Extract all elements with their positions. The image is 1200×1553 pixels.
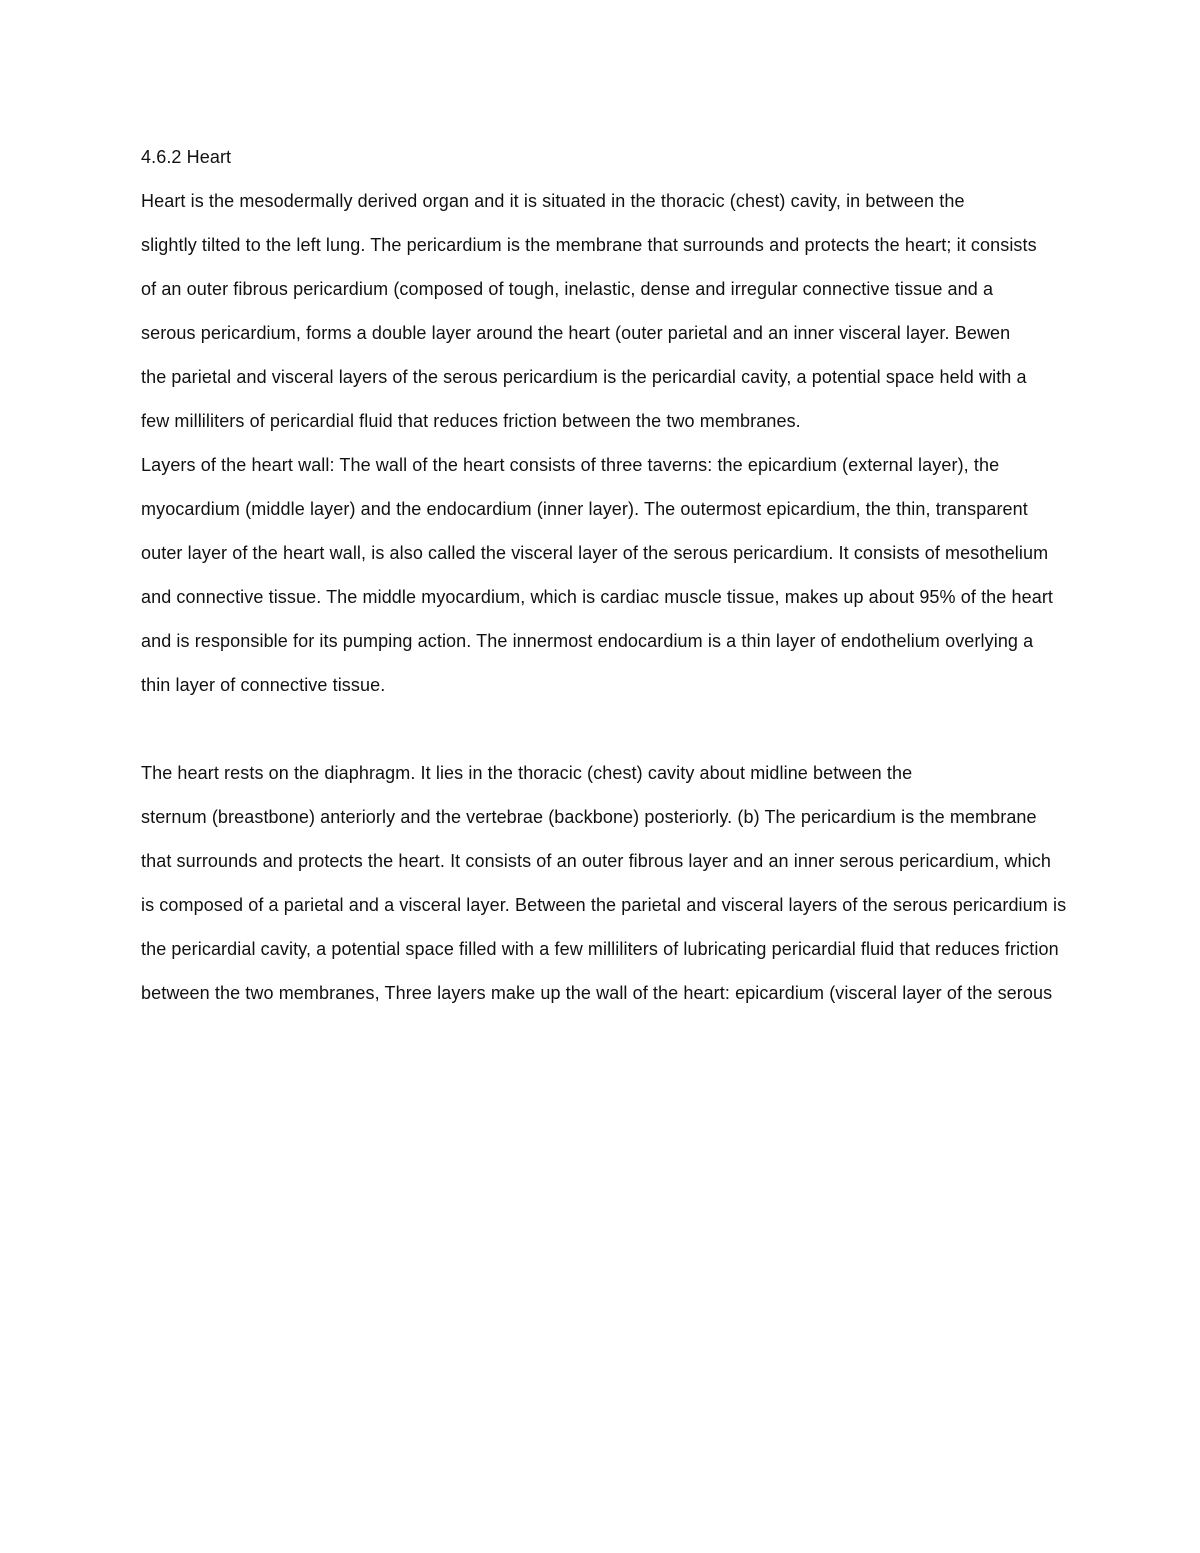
paragraph: outer layer of the heart wall, is also called the visceral layer of the serous pericardium. It consists of mesothelium [141,543,1049,563]
paragraph: Heart is the mesodermally derived organ and it is situated in the thoracic (chest) cavity, in between the [141,191,965,211]
paragraph: sternum (breastbone) anteriorly and the vertebrae (backbone) posteriorly. (b) The pericardium is the membrane [141,807,1037,827]
paragraph: Layers of the heart wall: The wall of the heart consists of three taverns: the epicardium (external layer), the [141,455,1000,475]
paragraph: and connective tissue. The middle myocardium, which is cardiac muscle tissue, makes up about 95% of the heart [141,587,1054,607]
paragraph: the parietal and visceral layers of the serous pericardium is the pericardial cavity, a potential space held with a [141,367,1027,387]
paragraph: The heart rests on the diaphragm. It lies in the thoracic (chest) cavity about midline between the [141,763,913,783]
paragraph: slightly tilted to the left lung. The pericardium is the membrane that surrounds and protects the heart; it consists [141,235,1037,255]
paragraph: of an outer fibrous pericardium (composed of tough, inelastic, dense and irregular connective tissue and a [141,279,994,299]
section-heading: 4.6.2 Heart [141,147,232,167]
paragraph: few milliliters of pericardial fluid that reduces friction between the two membranes. [141,411,801,431]
paragraph: myocardium (middle layer) and the endocardium (inner layer). The outermost epicardium, the thin, transparent [141,499,1028,519]
paragraph: the pericardial cavity, a potential space filled with a few milliliters of lubricating pericardial fluid that reduces friction [141,939,1059,959]
paragraph: that surrounds and protects the heart. It consists of an outer fibrous layer and an inner serous pericardium, which [141,851,1051,871]
paragraph: serous pericardium, forms a double layer around the heart (outer parietal and an inner visceral layer. Bewen [141,323,1011,343]
paragraph: is composed of a parietal and a visceral layer. Between the parietal and visceral layers of the serous pericardium is [141,895,1067,915]
paragraph: thin layer of connective tissue. [141,675,386,695]
paragraph: and is responsible for its pumping action. The innermost endocardium is a thin layer of endothelium overlying a [141,631,1034,651]
blank-line [141,715,1081,759]
document-body [141,143,1081,1023]
paragraph: between the two membranes, Three layers make up the wall of the heart: epicardium (visceral layer of the serous [141,983,1053,1003]
